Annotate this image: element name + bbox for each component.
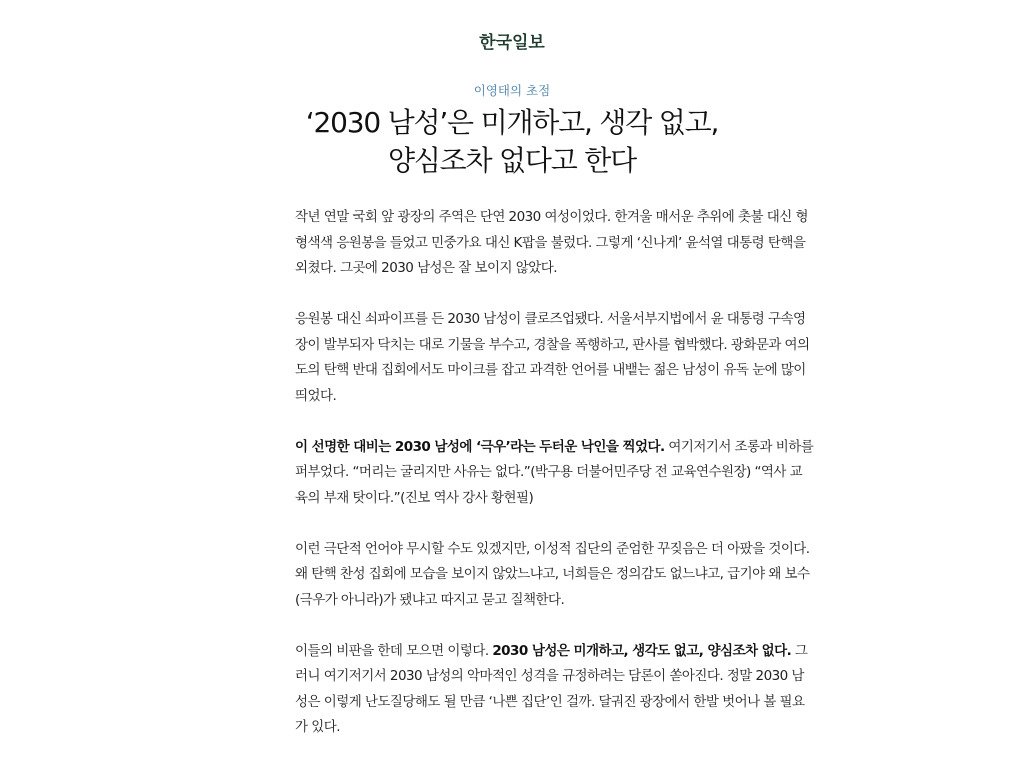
paragraph-line	[295, 256, 800, 282]
body-text: 이런 극단적 언어야 무시할 수도 있겠지만, 이성적 집단의 준엄한 꾸짖음은 더 아팠을 것이다.	[295, 540, 810, 557]
body-text: 왜 탄핵 찬성 집회에 모습을 보이지 않았느냐고, 너희들은 정의감도 없느냐고, 급기야 왜 보수	[295, 566, 810, 582]
article-paragraph	[295, 435, 814, 512]
paragraph-line	[295, 562, 810, 588]
paragraph-line	[295, 588, 800, 614]
body-text: 도의 탄핵 반대 집회에서도 마이크를 잡고 과격한 언어를 내뱉는 젊은 남성이 유독 눈에 많이	[295, 362, 806, 378]
paragraph-line	[295, 307, 806, 333]
body-text: 응원봉 대신 쇠파이프를 든 2030 남성이 클로즈업됐다. 서울서부지법에서 윤 대통령 구속영	[295, 311, 806, 327]
body-text: 성은 이렇게 난도질당해도 될 만큼 ‘나쁜 집단’인 걸까. 달궈진 광장에서 한발 벗어나 볼 필요	[295, 693, 805, 710]
body-text: 장이 발부되자 닥치는 대로 기물을 부수고, 경찰을 폭행하고, 판사를 협박했다. 광화문과 여의	[295, 336, 810, 353]
masthead-logo[interactable]: 한국일보	[479, 33, 545, 53]
body-text: 퍼부었다. “머리는 굴리지만 사유는 없다.”(박구용 더불어민주당 전 교육연수원장) “역사 교	[295, 464, 803, 480]
article-paragraph	[295, 537, 810, 614]
emphasized-text: 이 선명한 대비는 2030 남성에 ‘극우’라는 두터운 낙인을 찍었다.	[295, 438, 665, 455]
paragraph-line	[295, 460, 803, 486]
paragraph-line	[295, 690, 805, 716]
body-text: 이들의 비판을 한데 모으면 이렇다.	[295, 642, 493, 659]
paragraph-line	[295, 231, 806, 257]
body-text: (극우가 아니라)가 됐냐고 따지고 묻고 질책한다.	[295, 591, 565, 608]
headline-line: ‘2030 남성’은 미개하고, 생각 없고,	[305, 106, 719, 139]
body-text: 육의 부재 탓이다.”(진보 역사 강사 황현필)	[295, 489, 534, 506]
body-text: 띄었다.	[295, 387, 337, 404]
article-headline	[0, 104, 1024, 180]
article-paragraph	[295, 639, 808, 741]
paragraph-line	[295, 537, 810, 563]
body-text: 형색색 응원봉을 들었고 민중가요 대신 K팝을 불렀다. 그렇게 ‘신나게’ 윤석열 대통령 탄핵을	[295, 234, 806, 251]
paragraph-line	[295, 664, 804, 690]
paragraph-line	[295, 715, 800, 741]
paragraph-line	[295, 384, 800, 410]
paragraph-line	[295, 205, 808, 231]
article-paragraph	[295, 307, 810, 409]
paragraph-line	[295, 435, 814, 461]
body-text: 가 있다.	[295, 719, 340, 735]
paragraph-line	[295, 639, 808, 665]
article-body	[295, 205, 814, 766]
paragraph-line	[295, 486, 800, 512]
headline-line: 양심조차 없다고 한다	[387, 144, 637, 177]
body-text: 작년 연말 국회 앞 광장의 주역은 단연 2030 여성이었다. 한겨울 매서운 추위에 촛불 대신 형	[295, 209, 808, 225]
body-text: 그	[791, 642, 808, 659]
article-paragraph	[295, 205, 808, 282]
column-section-label[interactable]: 이영태의 초점	[473, 83, 551, 98]
paragraph-line	[295, 358, 806, 384]
body-text: 외쳤다. 그곳에 2030 남성은 잘 보이지 않았다.	[295, 260, 557, 276]
body-text: 여기저기서 조롱과 비하를	[664, 438, 814, 455]
emphasized-text: 2030 남성은 미개하고, 생각도 없고, 양심조차 없다.	[492, 642, 792, 659]
body-text: 러니 여기저기서 2030 남성의 악마적인 성격을 규정하려는 담론이 쏟아진다. 정말 2030 남	[295, 668, 804, 684]
paragraph-line	[295, 333, 810, 359]
